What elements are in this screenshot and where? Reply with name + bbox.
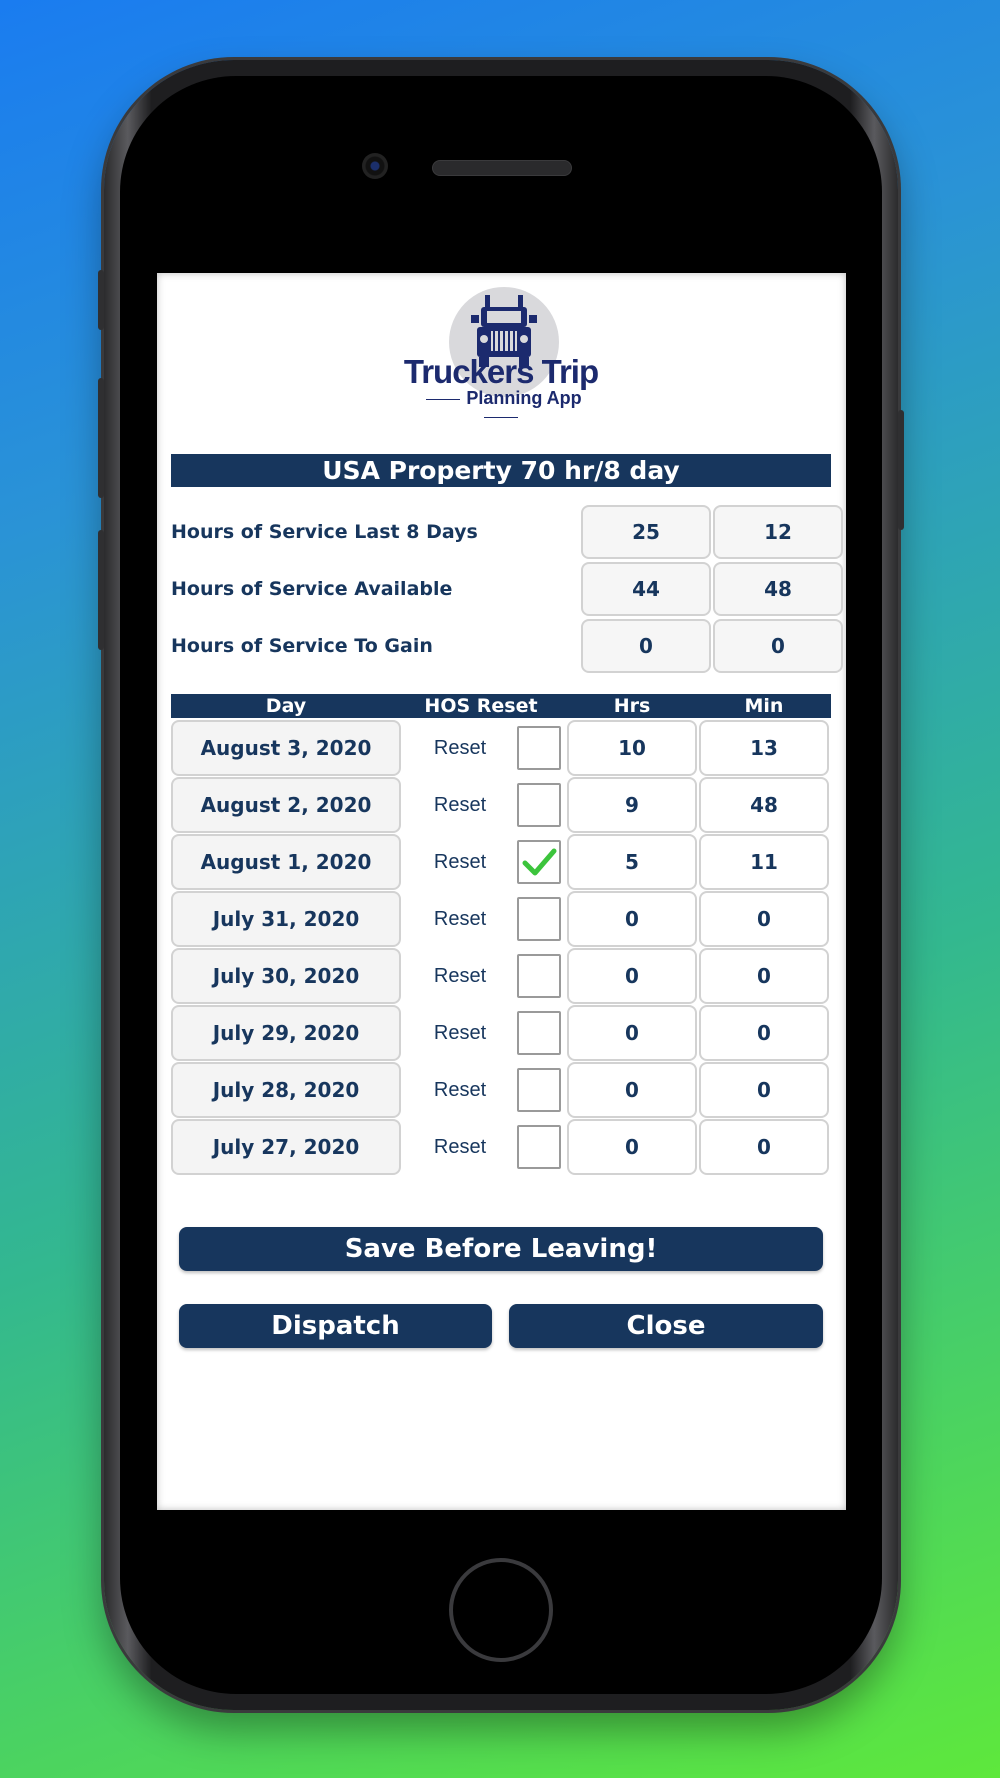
hrs-field[interactable]: 0: [567, 1119, 697, 1175]
hos-summary-hrs: 0: [581, 619, 711, 673]
front-camera: [362, 153, 388, 179]
hos-reset-checkbox[interactable]: [517, 840, 561, 884]
min-field[interactable]: 11: [699, 834, 829, 890]
reset-label: Reset: [433, 1022, 487, 1044]
table-row: [171, 1062, 831, 1118]
hos-reset-checkbox[interactable]: [517, 1068, 561, 1112]
checkmark-icon: [521, 844, 557, 880]
logo-subtitle: Planning App: [401, 389, 601, 425]
volume-up-button: [98, 378, 104, 498]
day-field[interactable]: August 1, 2020: [171, 834, 401, 890]
power-button: [898, 410, 904, 530]
reset-label: Reset: [433, 1136, 487, 1158]
hrs-field[interactable]: 0: [567, 948, 697, 1004]
table-row: [171, 1119, 831, 1175]
table-row: [171, 891, 831, 947]
section-title: USA Property 70 hr/8 day: [171, 454, 831, 487]
app-logo: [401, 287, 601, 417]
day-field[interactable]: July 30, 2020: [171, 948, 401, 1004]
table-header: [171, 694, 831, 718]
earpiece-speaker: [432, 160, 572, 176]
app-screen: [157, 273, 846, 1510]
logo-title: Truckers Trip: [403, 353, 599, 390]
hos-summary-hrs: 44: [581, 562, 711, 616]
hos-summary-min: 12: [713, 505, 843, 559]
hrs-field[interactable]: 9: [567, 777, 697, 833]
close-button[interactable]: Close: [509, 1304, 823, 1348]
reset-label: Reset: [433, 1079, 487, 1101]
day-field[interactable]: July 29, 2020: [171, 1005, 401, 1061]
hos-reset-checkbox[interactable]: [517, 897, 561, 941]
day-field[interactable]: July 27, 2020: [171, 1119, 401, 1175]
volume-down-button: [98, 530, 104, 650]
save-button[interactable]: Save Before Leaving!: [179, 1227, 823, 1271]
hos-reset-checkbox[interactable]: [517, 954, 561, 998]
min-field[interactable]: 0: [699, 1119, 829, 1175]
header-day: Day: [265, 695, 307, 717]
table-row: [171, 948, 831, 1004]
header-hos-reset: HOS Reset: [424, 695, 538, 717]
hos-summary-hrs: 25: [581, 505, 711, 559]
min-field[interactable]: 0: [699, 1062, 829, 1118]
hrs-field[interactable]: 0: [567, 891, 697, 947]
table-row: [171, 720, 831, 776]
home-button[interactable]: [449, 1558, 553, 1662]
hrs-field[interactable]: 10: [567, 720, 697, 776]
hrs-field[interactable]: 0: [567, 1062, 697, 1118]
table-row: [171, 834, 831, 890]
hos-summary-row: [171, 619, 831, 673]
min-field[interactable]: 0: [699, 891, 829, 947]
hrs-field[interactable]: 5: [567, 834, 697, 890]
hos-summary-row: [171, 505, 831, 559]
hos-reset-checkbox[interactable]: [517, 783, 561, 827]
hos-summary-label: Hours of Service Last 8 Days: [171, 521, 478, 543]
day-field[interactable]: July 28, 2020: [171, 1062, 401, 1118]
reset-label: Reset: [433, 794, 487, 816]
day-field[interactable]: August 2, 2020: [171, 777, 401, 833]
min-field[interactable]: 0: [699, 948, 829, 1004]
table-row: [171, 1005, 831, 1061]
day-field[interactable]: August 3, 2020: [171, 720, 401, 776]
mute-switch: [98, 270, 104, 330]
day-field[interactable]: July 31, 2020: [171, 891, 401, 947]
reset-label: Reset: [433, 851, 487, 873]
min-field[interactable]: 48: [699, 777, 829, 833]
table-row: [171, 777, 831, 833]
hrs-field[interactable]: 0: [567, 1005, 697, 1061]
hos-summary-row: [171, 562, 831, 616]
dispatch-button[interactable]: Dispatch: [179, 1304, 492, 1348]
hos-reset-checkbox[interactable]: [517, 726, 561, 770]
hos-reset-checkbox[interactable]: [517, 1011, 561, 1055]
reset-label: Reset: [433, 737, 487, 759]
hos-reset-checkbox[interactable]: [517, 1125, 561, 1169]
hos-summary-label: Hours of Service Available: [171, 578, 453, 600]
min-field[interactable]: 0: [699, 1005, 829, 1061]
hos-summary-min: 48: [713, 562, 843, 616]
reset-label: Reset: [433, 965, 487, 987]
header-min: Min: [744, 695, 784, 717]
hos-summary-label: Hours of Service To Gain: [171, 635, 433, 657]
reset-label: Reset: [433, 908, 487, 930]
header-hrs: Hrs: [613, 695, 651, 717]
hos-summary-min: 0: [713, 619, 843, 673]
min-field[interactable]: 13: [699, 720, 829, 776]
